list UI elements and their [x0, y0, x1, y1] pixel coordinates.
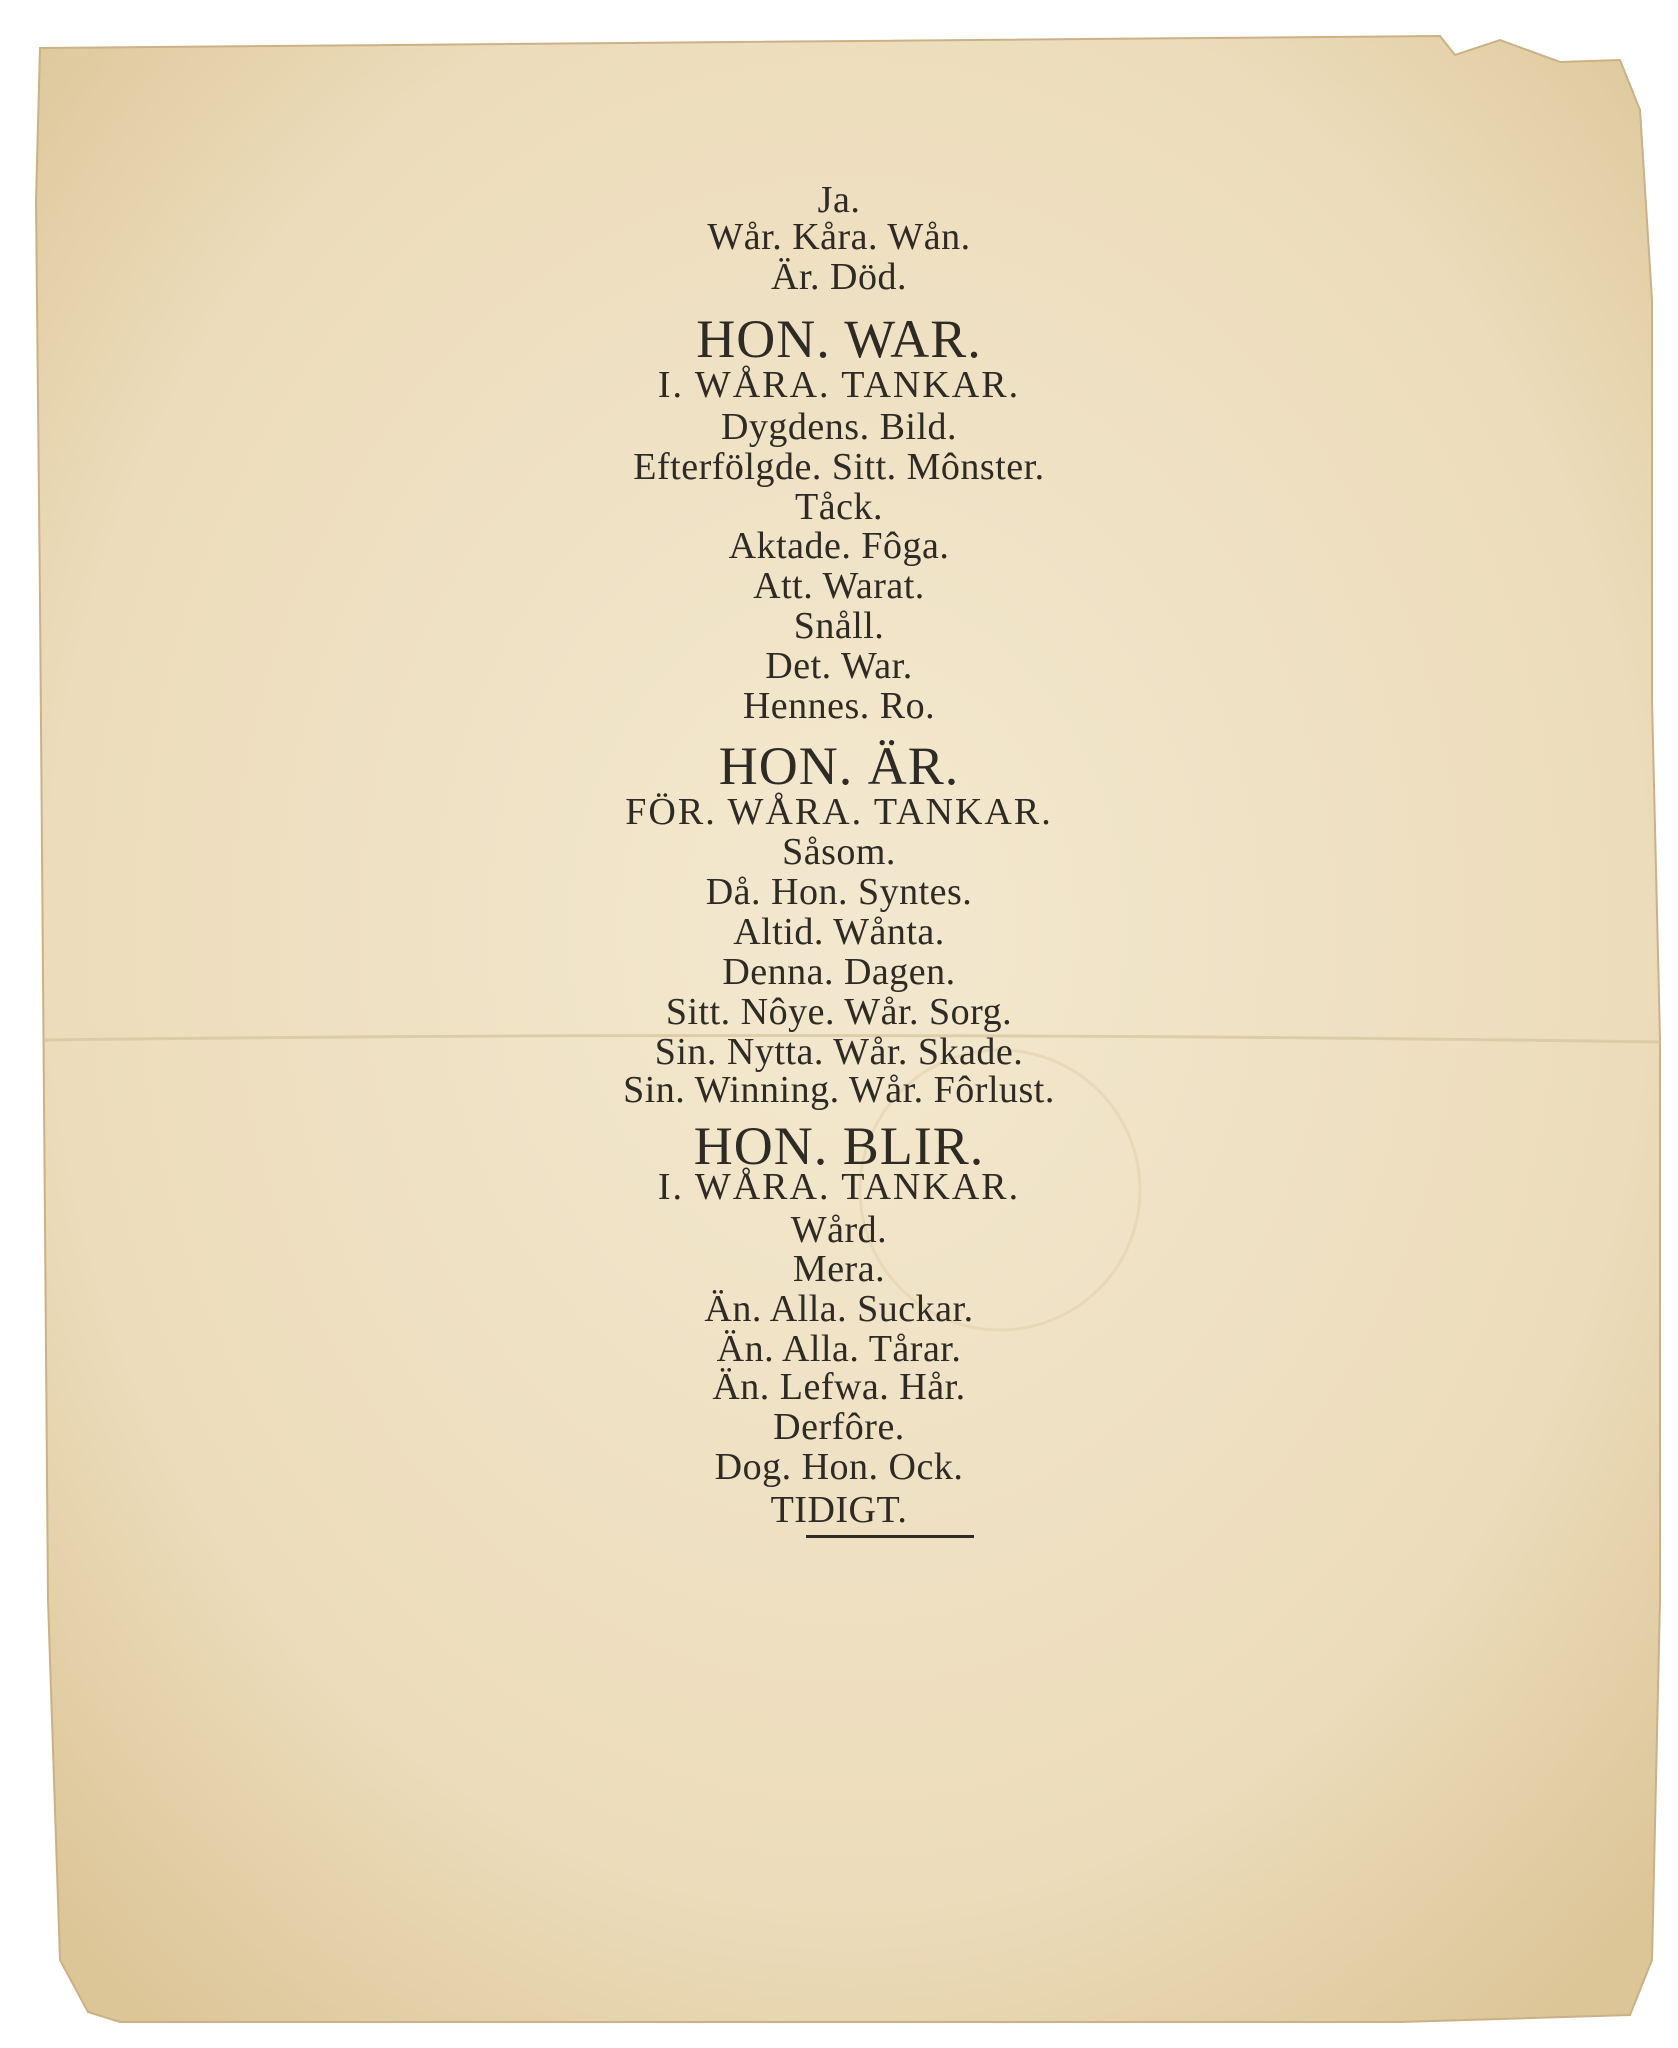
text-line: Tåck. [795, 486, 883, 528]
text-line: Sin. Nytta. Wår. Skade. [654, 1031, 1024, 1073]
text-line: Då. Hon. Syntes. [705, 871, 973, 913]
text-line: Dygdens. Bild. [720, 406, 958, 448]
text-line: Sitt. Nôye. Wår. Sorg. [665, 991, 1013, 1033]
text-line: Ja. [817, 179, 861, 221]
text-line: Det. War. [765, 645, 913, 687]
text-line: Såsom. [782, 831, 896, 873]
text-line: Mera. [792, 1248, 886, 1290]
text-line: Än. Alla. Suckar. [704, 1288, 974, 1330]
text-line: Sin. Winning. Wår. Fôrlust. [623, 1069, 1055, 1111]
text-line: Än. Alla. Tårar. [716, 1328, 962, 1370]
text-line: Dog. Hon. Ock. [714, 1446, 964, 1488]
text-line: Efterfölgde. Sitt. Mônster. [633, 446, 1045, 488]
heading-line: HON. WAR. [696, 309, 982, 369]
text-line: Snåll. [793, 605, 885, 647]
caps-line: I. WÅRA. TANKAR. [657, 1166, 1021, 1208]
text-line: Hennes. Ro. [742, 685, 936, 727]
caps-line: I. WÅRA. TANKAR. [657, 364, 1021, 406]
text-line: Att. Warat. [753, 565, 925, 607]
text-line: Wår. Kåra. Wån. [707, 216, 971, 258]
text-line: Denna. Dagen. [722, 951, 956, 993]
caps-line: FÖR. WÅRA. TANKAR. [625, 791, 1053, 833]
closing-line: TIDIGT. [770, 1489, 908, 1531]
text-line: Aktade. Fôga. [728, 525, 950, 567]
heading-line: HON. BLIR. [693, 1116, 985, 1176]
heading-line: HON. ÄR. [718, 736, 960, 796]
closing-rule [806, 1535, 974, 1538]
text-line: Altid. Wånta. [733, 911, 945, 953]
text-line: Wård. [790, 1209, 888, 1251]
text-line: Än. Lefwa. Hår. [712, 1366, 966, 1408]
text-line: Är. Död. [771, 256, 907, 298]
text-line: Derfôre. [773, 1406, 905, 1448]
